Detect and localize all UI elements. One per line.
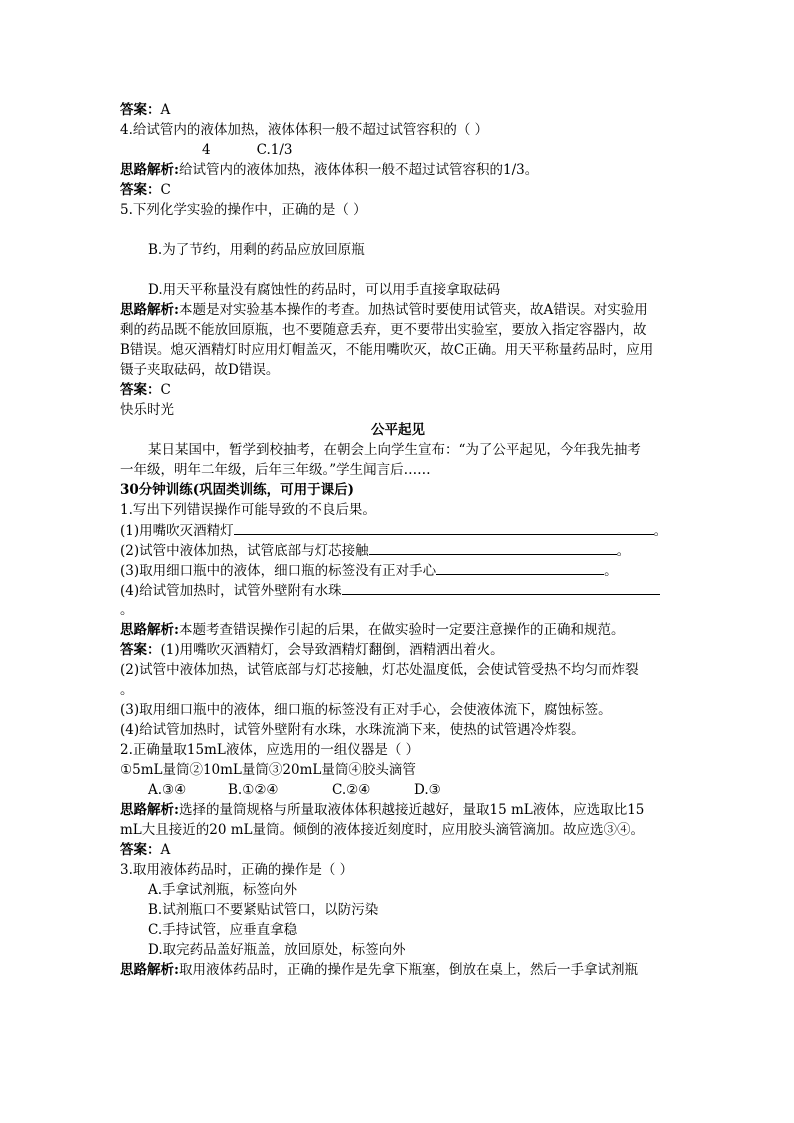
answer-label: 答案： (120, 102, 161, 118)
period: 。 (616, 543, 631, 559)
question-5: 5.下列化学实验的操作中，正确的是（ ） (120, 202, 367, 218)
analysis-continued: B错误。熄灭酒精灯时应用灯帽盖灭，不能用嘴吹灭，故C正确。用天平称量药品时，应用 (120, 342, 654, 358)
analysis-label: 思路解析: (120, 162, 179, 178)
period-line: 。 (120, 682, 134, 698)
answer-label: 答案： (120, 182, 161, 198)
blank-prompt: (1)用嘴吹灭酒精灯 (120, 523, 234, 539)
answer-line (120, 180, 676, 200)
option-a: A.③④ (148, 782, 187, 798)
analysis-continued: 剩的药品既不能放回原瓶，也不要随意丢弃，更不要带出实验室，要放入指定容器内，故 (120, 322, 647, 338)
question-4: 4.给试管内的液体加热，液体体积一般不超过试管容积的（ ） (120, 122, 489, 138)
document-page (120, 100, 676, 980)
answer-label: 答案： (120, 642, 161, 658)
analysis-line (120, 620, 676, 640)
answer-line (120, 380, 676, 400)
analysis-label: 思路解析: (120, 622, 179, 638)
answer-label: 答案： (120, 842, 161, 858)
story-text-continued: 一年级，明年二年级，后年三年级。”学生闻言后…… (120, 462, 431, 478)
answer-line (120, 100, 676, 120)
answer-value: C (160, 182, 171, 198)
option-b: B.①②④ (228, 782, 279, 798)
answer-line (120, 840, 676, 860)
story-title: 公平起见 (371, 422, 425, 438)
analysis-label: 思路解析: (120, 802, 179, 818)
fill-blank (436, 560, 604, 575)
question-4-options (120, 140, 676, 160)
answer-continued: (4)给试管加热时，试管外壁附有水珠，水珠流淌下来，使热的试管遇冷炸裂。 (120, 722, 585, 738)
blank-line-2 (120, 540, 676, 560)
question-2: 2.正确量取15mL液体，应选用的一组仪器是（ ） (120, 742, 420, 758)
analysis-line (120, 300, 676, 320)
option-c: C.1/3 (256, 142, 293, 158)
answer-value: (1)用嘴吹灭酒精灯，会导致酒精灯翻倒，酒精洒出着火。 (160, 642, 504, 658)
blank-line-3 (120, 560, 676, 580)
analysis-line (120, 800, 676, 820)
instrument-list: ①5mL量筒②10mL量筒③20mL量筒④胶头滴管 (120, 762, 416, 778)
analysis-continued: mL大且接近的20 mL量筒。倾倒的液体接近刻度时，应用胶头滴管滴加。故应选③④。 (120, 822, 645, 838)
option-d: D.用天平称量没有腐蚀性的药品时，可以用手直接拿取砝码 (148, 282, 501, 298)
analysis-line (120, 960, 676, 980)
question-3: 3.取用液体药品时，正确的操作是（ ） (120, 862, 354, 878)
period: 。 (604, 563, 618, 579)
blank-line-4 (120, 580, 676, 600)
story-text: 某日某国中，暂学到校抽考，在朝会上向学生宣布：“为了公平起见，今年我先抽考 (148, 442, 641, 458)
answer-continued: (2)试管中液体加热，试管底部与灯芯接触，灯芯处温度低，会使试管受热不均匀而炸裂 (120, 662, 639, 678)
option-a: A.手拿试剂瓶，标签向外 (148, 882, 298, 898)
analysis-label: 思路解析: (120, 302, 179, 318)
blank-line-1 (120, 520, 676, 540)
answer-value: C (160, 382, 171, 398)
answer-continued: (3)取用细口瓶中的液体，细口瓶的标签没有正对手心，会使液体流下，腐蚀标签。 (120, 702, 612, 718)
fill-blank (369, 540, 617, 555)
fill-blank (234, 520, 654, 535)
blank-prompt: (3)取用细口瓶中的液体，细口瓶的标签没有正对手心 (120, 563, 437, 579)
answer-label: 答案： (120, 382, 161, 398)
period: 。 (653, 523, 668, 539)
section-heading-happy-time: 快乐时光 (120, 402, 174, 418)
blank-prompt: (2)试管中液体加热，试管底部与灯芯接触 (120, 543, 369, 559)
analysis-text: 本题考查错误操作引起的后果，在做实验时一定要注意操作的正确和规范。 (178, 622, 625, 638)
analysis-continued: 镊子夹取砝码，故D错误。 (120, 362, 280, 378)
question-1: 1.写出下列错误操作可能导致的不良后果。 (120, 502, 376, 518)
analysis-label: 思路解析: (120, 962, 179, 978)
analysis-text: 选择的量筒规格与所量取液体体积越接近越好，量取15 mL液体，应选取比15 (178, 802, 645, 818)
analysis-text: 取用液体药品时，正确的操作是先拿下瓶塞，倒放在桌上，然后一手拿试剂瓶 (178, 962, 638, 978)
option-c: C.手持试管，应垂直拿稳 (148, 922, 298, 938)
fill-blank (342, 580, 660, 595)
option-b: B.试剂瓶口不要紧贴试管口，以防污染 (148, 902, 379, 918)
analysis-text: 本题是对实验基本操作的考查。加热试管时要使用试管夹，故A错误。对实验用 (178, 302, 648, 318)
answer-value: A (160, 842, 171, 858)
question-2-options (120, 780, 676, 800)
analysis-text: 给试管内的液体加热，液体体积一般不超过试管容积的1/3。 (178, 162, 539, 178)
option-c: C.②④ (332, 782, 371, 798)
option-d: D.③ (414, 782, 441, 798)
option-b: B.为了节约，用剩的药品应放回原瓶 (148, 242, 365, 258)
blank-prompt: (4)给试管加热时，试管外壁附有水珠 (120, 583, 342, 599)
analysis-line (120, 160, 676, 180)
option-fragment: 4 (202, 142, 211, 158)
section-heading-training: 30分钟训练(巩固类训练，可用于课后) (120, 482, 355, 498)
answer-line (120, 640, 676, 660)
answer-value: A (160, 102, 171, 118)
period-line: 。 (120, 602, 134, 618)
option-d: D.取完药品盖好瓶盖，放回原处，标签向外 (148, 942, 406, 958)
